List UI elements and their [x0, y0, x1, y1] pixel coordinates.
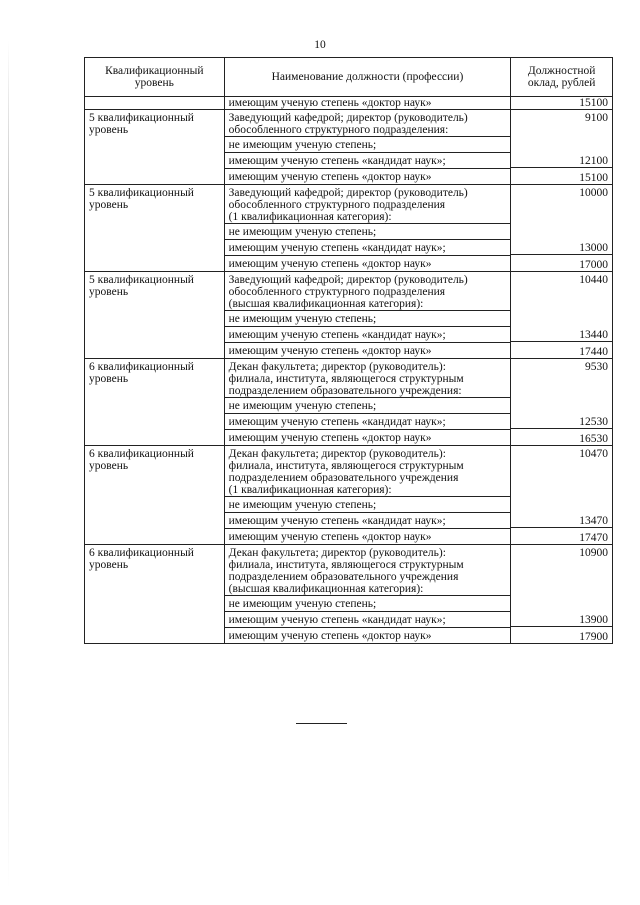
salary-cell [511, 359, 613, 446]
header-position: Наименование должности (профессии) [224, 58, 511, 97]
position-condition-line: не имеющим ученую степень; [225, 310, 511, 326]
salary-value: 12530 [579, 416, 608, 428]
table-row [85, 545, 613, 644]
footer-rule [296, 723, 347, 724]
salary-cell [511, 110, 613, 185]
salary-value: 10000 [579, 187, 608, 199]
position-cell [224, 110, 511, 185]
header-level: Квалификационный уровень [85, 58, 225, 97]
position-cell [224, 185, 511, 272]
position-condition-line: не имеющим ученую степень; [225, 595, 511, 611]
salary-value: 17900 [511, 626, 612, 643]
table-row [85, 359, 613, 446]
position-title-line: Декан факультета; директор (руководитель): [228, 361, 446, 373]
position-title-line: обособленного структурного подразделения [228, 199, 446, 211]
position-title-line: подразделением образовательного учреждения [228, 472, 459, 484]
salary-value: 9530 [585, 361, 608, 373]
position-condition-line: не имеющим ученую степень; [225, 223, 511, 239]
salary-cell [511, 272, 613, 359]
position-condition-line: имеющим ученую степень «доктор наук» [225, 342, 511, 358]
position-title-line: филиала, института, являющегося структурным [228, 460, 464, 472]
position-title-line: (высшая квалификационная категория): [228, 583, 424, 595]
salary-cell [511, 446, 613, 545]
position-condition-line: имеющим ученую степень «доктор наук» [225, 528, 511, 544]
salary-value: 16530 [511, 428, 612, 445]
continuation-salary: 15100 [579, 97, 608, 109]
position-title-line: (1 квалификационная категория): [228, 484, 392, 496]
continuation-row [85, 97, 613, 110]
position-title-line: обособленного структурного подразделения: [228, 124, 449, 136]
level-cell: 6 квалификационный уровень [85, 446, 225, 545]
position-title-line: обособленного структурного подразделения [228, 286, 446, 298]
position-cell [224, 545, 511, 644]
salary-value: 13000 [579, 242, 608, 254]
salary-cell [511, 185, 613, 272]
position-condition-line: имеющим ученую степень «кандидат наук»; [225, 239, 511, 255]
table-row [85, 110, 613, 185]
level-cell: 6 квалификационный уровень [85, 359, 225, 446]
table-row [85, 446, 613, 545]
salary-value: 13900 [579, 614, 608, 626]
salary-value: 10900 [579, 547, 608, 559]
position-condition-line: имеющим ученую степень «доктор наук» [225, 429, 511, 445]
table-row [85, 185, 613, 272]
position-condition-line: не имеющим ученую степень; [225, 397, 511, 413]
position-condition-line: не имеющим ученую степень; [225, 136, 511, 152]
scan-edge [8, 40, 9, 890]
continuation-level-cell [85, 97, 225, 110]
position-condition-line: имеющим ученую степень «кандидат наук»; [225, 512, 511, 528]
position-title-line: Заведующий кафедрой; директор (руководитель) [228, 112, 468, 124]
header-salary: Должностной оклад, рублей [511, 58, 613, 97]
level-cell: 5 квалификационный уровень [85, 272, 225, 359]
salary-value: 10440 [579, 274, 608, 286]
salary-value: 10470 [579, 448, 608, 460]
position-title-line: филиала, института, являющегося структурным [228, 559, 464, 571]
level-cell: 5 квалификационный уровень [85, 110, 225, 185]
position-condition-line: имеющим ученую степень «кандидат наук»; [225, 326, 511, 342]
position-condition-line: имеющим ученую степень «кандидат наук»; [225, 611, 511, 627]
salary-table [84, 57, 613, 644]
continuation-position-cell [224, 97, 511, 110]
salary-value: 17470 [511, 527, 612, 544]
salary-value: 17000 [511, 254, 612, 271]
continuation-salary-cell [511, 97, 613, 110]
table-body [85, 97, 613, 644]
position-title-line: Декан факультета; директор (руководитель): [228, 547, 446, 559]
salary-value: 13440 [579, 329, 608, 341]
position-title-line: Заведующий кафедрой; директор (руководитель) [228, 187, 468, 199]
level-cell: 5 квалификационный уровень [85, 185, 225, 272]
table-header-row [85, 58, 613, 97]
position-title-line: Декан факультета; директор (руководитель): [228, 448, 446, 460]
salary-value: 12100 [579, 155, 608, 167]
salary-value: 15100 [511, 167, 612, 184]
table-row [85, 272, 613, 359]
position-condition-line: не имеющим ученую степень; [225, 496, 511, 512]
position-condition-line: имеющим ученую степень «кандидат наук»; [225, 413, 511, 429]
continuation-text: имеющим ученую степень «доктор наук» [228, 97, 432, 109]
position-title-line: Заведующий кафедрой; директор (руководитель) [228, 274, 468, 286]
level-cell: 6 квалификационный уровень [85, 545, 225, 644]
position-cell [224, 446, 511, 545]
salary-value: 9100 [585, 112, 608, 124]
position-title-line: филиала, института, являющегося структурным [228, 373, 464, 385]
position-title-line: (высшая квалификационная категория): [228, 298, 424, 310]
salary-value: 13470 [579, 515, 608, 527]
position-condition-line: имеющим ученую степень «кандидат наук»; [225, 152, 511, 168]
position-title-line: подразделением образовательного учреждения [228, 571, 459, 583]
salary-cell [511, 545, 613, 644]
position-cell [224, 272, 511, 359]
page-number: 10 [314, 39, 326, 51]
position-condition-line: имеющим ученую степень «доктор наук» [225, 255, 511, 271]
position-title-line: подразделением образовательного учреждения: [228, 385, 462, 397]
position-condition-line: имеющим ученую степень «доктор наук» [225, 168, 511, 184]
position-cell [224, 359, 511, 446]
salary-value: 17440 [511, 341, 612, 358]
position-title-line: (1 квалификационная категория): [228, 211, 392, 223]
position-condition-line: имеющим ученую степень «доктор наук» [225, 627, 511, 643]
